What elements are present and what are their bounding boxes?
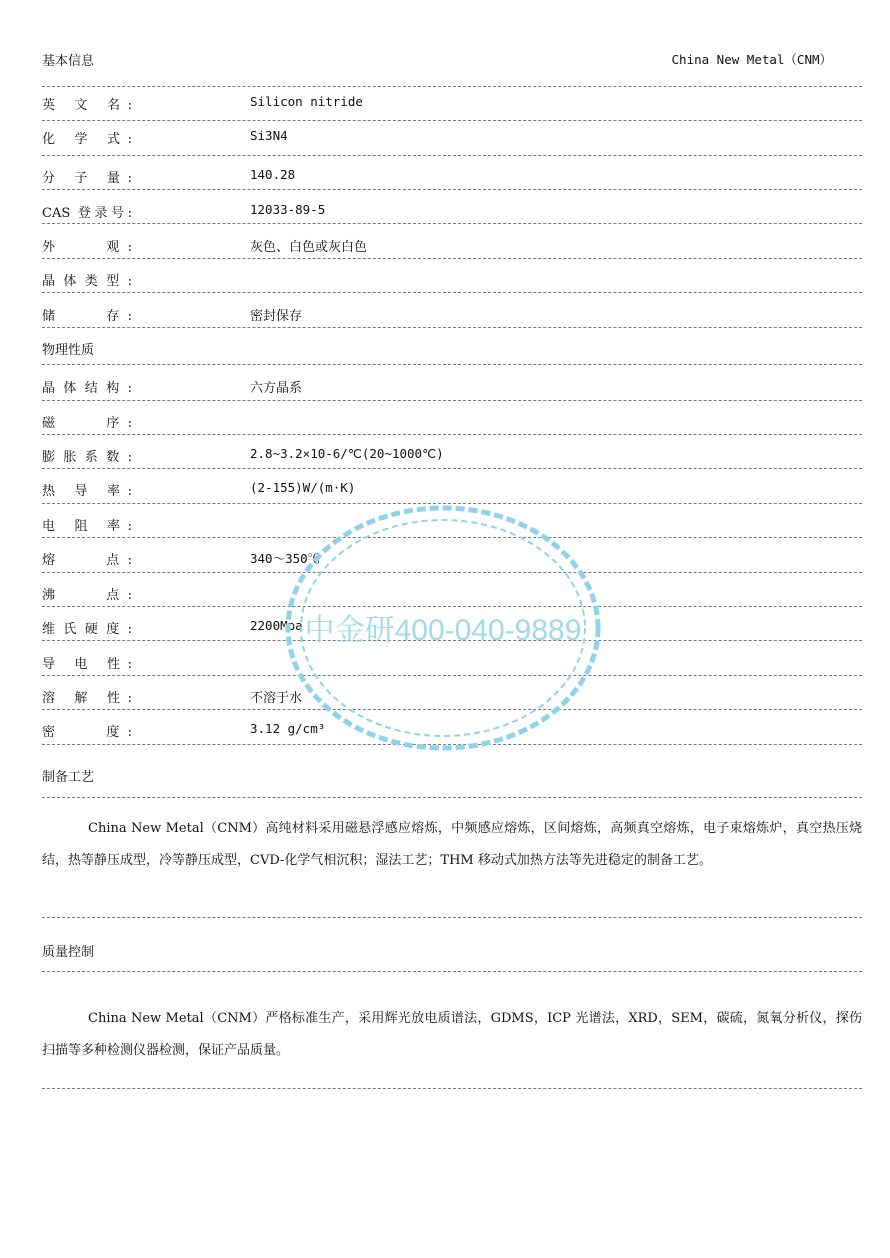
row-appearance — [42, 236, 862, 256]
row-label: 热 导 率: — [42, 484, 132, 499]
divider — [42, 86, 862, 87]
row-label: 沸 点: — [42, 588, 132, 603]
row-label: 外 观: — [42, 240, 132, 255]
divider — [42, 797, 862, 798]
divider — [42, 223, 862, 224]
divider — [42, 1088, 862, 1089]
page-header — [42, 50, 862, 70]
divider — [42, 971, 862, 972]
row-thermal-conductivity — [42, 480, 862, 500]
divider — [42, 292, 862, 293]
row-label: 晶体类型: — [42, 274, 132, 289]
row-label: 熔 点: — [42, 553, 132, 568]
row-label: 分 子 量: — [42, 171, 132, 186]
row-value: 不溶于水 — [250, 691, 303, 706]
watermark-stamp — [283, 503, 603, 753]
divider — [42, 364, 862, 365]
divider — [42, 917, 862, 918]
row-label: 晶体结构: — [42, 381, 132, 396]
row-storage — [42, 305, 862, 325]
row-crystal-type — [42, 270, 862, 290]
header-title: 基本信息 — [42, 54, 95, 69]
row-label: 磁 序: — [42, 416, 132, 431]
divider — [42, 327, 862, 328]
row-crystal-structure — [42, 377, 862, 397]
quality-paragraph: China New Metal（CNM）严格标准生产，采用辉光放电质谱法，GDMS，ICP 光谱法，XRD，SEM，碳硫，氮氧分析仪，探伤扫描等多种检测仪器检测，保证产品质量。 — [42, 1011, 862, 1058]
row-magnetic-order — [42, 412, 862, 432]
row-label: 化 学 式: — [42, 132, 132, 147]
row-value: 12033-89-5 — [250, 202, 326, 217]
row-cas — [42, 202, 862, 222]
row-molecular-weight — [42, 167, 862, 187]
row-value: 3.12 g/cm³ — [250, 721, 326, 736]
row-label: 英 文 名: — [42, 98, 132, 113]
row-expansion-coefficient — [42, 446, 862, 466]
header-company: China New Metal（CNM） — [671, 52, 832, 67]
preparation-paragraph: China New Metal（CNM）高纯材料采用磁悬浮感应熔炼，中频感应熔炼，区间熔炼，高频真空熔炼，电子束熔炼炉，真空热压烧结，热等静压成型，冷等静压成型，CVD-化学气相沉积；湿法工艺；THM 移动式加热方法等先进稳定的制备工艺。 — [42, 821, 862, 868]
section-title-quality: 质量控制 — [42, 945, 95, 960]
row-value: 密封保存 — [250, 309, 303, 324]
row-label: CAS 登录号: — [42, 206, 132, 221]
divider — [42, 400, 862, 401]
row-value: Si3N4 — [250, 128, 288, 143]
divider — [42, 189, 862, 190]
row-label: 导 电 性: — [42, 657, 132, 672]
section-title-physical: 物理性质 — [42, 343, 95, 358]
row-label: 膨胀系数: — [42, 450, 132, 465]
row-value: 六方晶系 — [250, 381, 303, 396]
row-formula — [42, 128, 862, 148]
row-value: 140.28 — [250, 167, 296, 182]
section-title-preparation: 制备工艺 — [42, 770, 95, 785]
row-label: 维氏硬度: — [42, 622, 132, 637]
divider — [42, 434, 862, 435]
divider — [42, 120, 862, 121]
row-value: 灰色、白色或灰白色 — [250, 240, 368, 255]
row-label: 密 度: — [42, 725, 132, 740]
divider — [42, 258, 862, 259]
row-value: 2.8~3.2×10-6/℃(20~1000℃) — [250, 446, 444, 461]
row-value: 2200Mpa — [250, 618, 303, 633]
watermark-text: 中金研400-040-9889 — [304, 614, 582, 647]
row-label: 溶 解 性: — [42, 691, 132, 706]
row-value: Silicon nitride — [250, 94, 363, 109]
row-value: (2-155)W/(m·K) — [250, 480, 356, 495]
row-label: 电 阻 率: — [42, 519, 132, 534]
row-english-name — [42, 94, 862, 114]
divider — [42, 155, 862, 156]
row-label: 储 存: — [42, 309, 132, 324]
divider — [42, 468, 862, 469]
row-value: 340～350℃ — [250, 551, 321, 566]
